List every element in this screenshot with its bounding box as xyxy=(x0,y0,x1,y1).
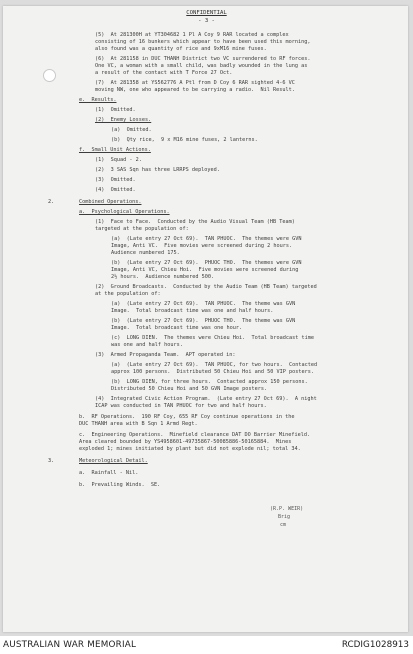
text-line: Area cleared bounded by YS4958601-49735867-50085886-50165884. Mines xyxy=(79,439,292,445)
text-line: ICAP was conducted in TAN PHUOC for two and half hours. xyxy=(95,403,267,409)
text-line: (2) 3 SAS Sqn has three LRRPS deployed. xyxy=(95,167,220,173)
signatory-name: (R.P. WEIR) xyxy=(270,506,304,512)
text-line: (1) Face to Face. Conducted by the Audio Visual Team (HB Team) xyxy=(95,219,295,225)
paragraph-number: 2. xyxy=(48,199,55,205)
text-line: Image, Anti VC, Chieu Hoi. Five movies were screened during xyxy=(111,267,299,273)
text-line: (1) Squad - 2. xyxy=(95,157,142,163)
text-line: c. Engineering Operations. Minefield clearance DAT DO Barrier Minefield. xyxy=(79,432,311,438)
footer-reference: RCDIG1028913 xyxy=(341,640,409,650)
text-line: 2½ hours. Audience numbered 500. xyxy=(111,274,215,280)
text-line: approx 100 persons. Distributed 50 Chieu Hoi and 50 VIP posters. xyxy=(111,369,315,375)
text-line: consisting of 16 bunkers which appear to have been used this morning, xyxy=(95,39,311,45)
text-line: (c) LONG DIEN. The themes were Chieu Hoi. Total broadcast time xyxy=(111,335,315,341)
text-line: (6) At 281158 in DUC THANH District two VC surrendered to RF forces. xyxy=(95,56,311,62)
text-line: DUC THANH area with B Sqn 1 Armd Regt. xyxy=(79,421,198,427)
text-line: (b) (Late entry 27 Oct 69). PHUOC THO. The theme was GVN xyxy=(111,318,296,324)
text-line: Image. Total broadcast time was one hour. xyxy=(111,325,243,331)
text-line: (b) (Late entry 27 Oct 69). PHUOC THO. The themes were GVN xyxy=(111,260,302,266)
text-line: (a) (Late entry 27 Oct 69). TAN PHUOC, for two hours. Contacted xyxy=(111,362,318,368)
text-line: a result of the contact with T Force 27 Oct. xyxy=(95,70,233,76)
text-line: also found was a quantity of rice and 9xM16 mine fuses. xyxy=(95,46,267,52)
signatory-rank: Brig xyxy=(278,514,291,520)
text-line: (b) LONG DIEN, for three hours. Contacted approx 150 persons. xyxy=(111,379,308,385)
text-line: moving NW, one who appeared to be carrying a radio. Nil Result. xyxy=(95,87,295,93)
text-line: (b) Qty rice, 9 x M16 mine fuses, 2 lanterns. xyxy=(111,137,258,143)
page-number: - 3 - xyxy=(198,18,215,24)
section-heading: a. Psychological Operations. xyxy=(79,209,170,215)
text-line: (2) Ground Broadcasts. Conducted by the Audio Team (HB Team) targeted xyxy=(95,284,317,290)
classification-marking: CONFIDENTIAL xyxy=(186,10,227,16)
section-heading: Meteorological Detail. xyxy=(79,458,148,464)
text-line: (5) At 281300H at YT304682 1 Pl A Coy 9 RAR located a complex xyxy=(95,32,289,38)
signatory-suffix: cm xyxy=(280,522,287,528)
text-line: (3) Omitted. xyxy=(95,177,136,183)
text-line: (4) Omitted. xyxy=(95,187,136,193)
text-line: (a) (Late entry 27 Oct 69). TAN PHUOC. The theme was GVN xyxy=(111,301,296,307)
text-line: Audience numbered 175. xyxy=(111,250,180,256)
text-line: exploded 1; mines initiated by plant but did not explode nil; total 34. xyxy=(79,446,301,452)
text-line: (7) At 281358 at YS562776 A Ptl from D Coy 6 RAR sighted 4-6 VC xyxy=(95,80,295,86)
punch-hole xyxy=(43,69,56,82)
text-line: Image, Anti VC. Five movies were screened during 2 hours. xyxy=(111,243,293,249)
paragraph-number: 3. xyxy=(48,458,55,464)
text-line: One VC, a woman with a small child, was badly wounded in the lung as xyxy=(95,63,308,69)
section-heading: f. Small Unit Actions. xyxy=(79,147,151,153)
text-line: (1) Omitted. xyxy=(95,107,136,113)
archive-footer xyxy=(0,636,413,654)
section-heading: Combined Operations. xyxy=(79,199,142,205)
text-line: (a) (Late entry 27 Oct 69). TAN PHUOC. The themes were GVN xyxy=(111,236,302,242)
text-line: was one and half hours. xyxy=(111,342,183,348)
footer-institution: AUSTRALIAN WAR MEMORIAL xyxy=(3,640,137,650)
subsection-heading: (2) Enemy Losses. xyxy=(95,117,152,123)
text-line: (4) Integrated Civic Action Program. (Late entry 27 Oct 69). A night xyxy=(95,396,317,402)
text-line: Image. Total broadcast time was one and half hours. xyxy=(111,308,274,314)
text-line: a. Rainfall - Nil. xyxy=(79,470,139,476)
text-line: Distributed 50 Chieu Hoi and 50 GVN Image posters. xyxy=(111,386,268,392)
section-heading: e. Results. xyxy=(79,97,117,103)
text-line: (3) Armed Propaganda Team. APT operated in: xyxy=(95,352,236,358)
text-line: targeted at the population of: xyxy=(95,226,189,232)
text-line: b. Prevailing Winds. SE. xyxy=(79,482,161,488)
text-line: at the population of: xyxy=(95,291,161,297)
text-line: b. RF Operations. 190 RF Coy, 655 RF Coy continue operations in the xyxy=(79,414,295,420)
text-line: (a) Omitted. xyxy=(111,127,152,133)
